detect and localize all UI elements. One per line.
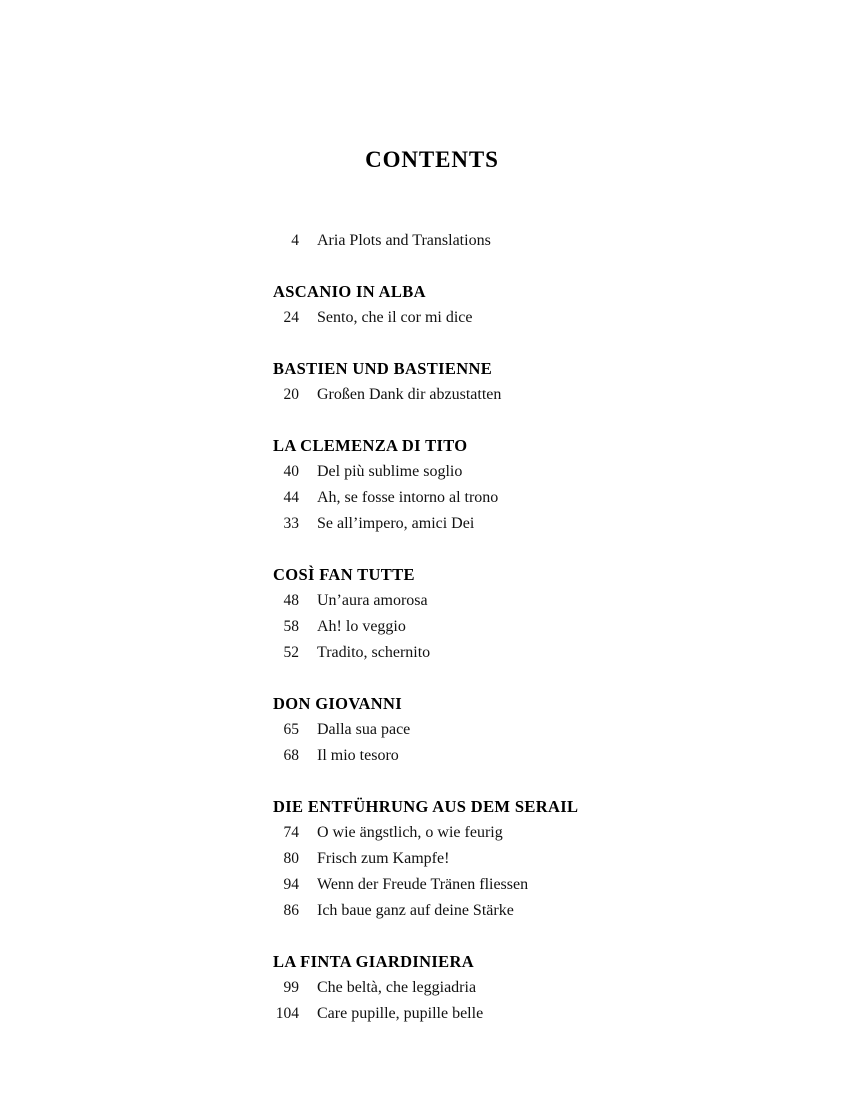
toc-entry-page-number: 48 bbox=[283, 592, 299, 609]
toc-entry-page-number: 99 bbox=[283, 979, 299, 996]
page-title: CONTENTS bbox=[365, 147, 499, 172]
toc-entry-page-number: 40 bbox=[283, 463, 299, 480]
toc-entry-title: Ich baue ganz auf deine Stärke bbox=[317, 902, 514, 919]
toc-entry[interactable] bbox=[0, 485, 864, 511]
toc-entry[interactable] bbox=[0, 898, 864, 924]
toc-entry-page-number: 74 bbox=[283, 824, 299, 841]
toc-entry-title: Un’aura amorosa bbox=[317, 592, 428, 609]
toc-entry[interactable] bbox=[0, 588, 864, 614]
toc-entry-page-number: 4 bbox=[291, 232, 299, 249]
table-of-contents bbox=[0, 228, 864, 1027]
toc-entry-page-number: 44 bbox=[283, 489, 299, 506]
toc-entry-page-number: 58 bbox=[283, 618, 299, 635]
toc-entry-title: Il mio tesoro bbox=[317, 747, 399, 764]
toc-group-heading: LA FINTA GIARDINIERA bbox=[273, 952, 475, 971]
toc-group bbox=[0, 228, 864, 254]
toc-entry-page-number: 94 bbox=[283, 876, 299, 893]
toc-entry-title: Se all’impero, amici Dei bbox=[317, 515, 475, 532]
toc-entry-title: Aria Plots and Translations bbox=[317, 232, 491, 249]
toc-entry-page-number: 104 bbox=[275, 1005, 299, 1022]
toc-entry[interactable] bbox=[0, 640, 864, 666]
toc-group-heading: DIE ENTFÜHRUNG AUS DEM SERAIL bbox=[273, 797, 579, 816]
toc-entry[interactable] bbox=[0, 614, 864, 640]
toc-entry[interactable] bbox=[0, 1001, 864, 1027]
toc-entry[interactable] bbox=[0, 228, 864, 254]
toc-entry-title: Wenn der Freude Tränen fliessen bbox=[317, 876, 529, 893]
toc-entry[interactable] bbox=[0, 975, 864, 1001]
toc-entry-title: Frisch zum Kampfe! bbox=[317, 850, 450, 867]
toc-entry[interactable] bbox=[0, 459, 864, 485]
toc-group bbox=[0, 356, 864, 408]
toc-entry[interactable] bbox=[0, 872, 864, 898]
toc-entry-title: Großen Dank dir abzustatten bbox=[317, 386, 502, 403]
toc-entry-page-number: 24 bbox=[283, 309, 299, 326]
toc-group bbox=[0, 794, 864, 924]
toc-group-heading: LA CLEMENZA DI TITO bbox=[273, 436, 468, 455]
toc-entry-page-number: 52 bbox=[283, 644, 299, 661]
toc-group bbox=[0, 949, 864, 1027]
toc-entry[interactable] bbox=[0, 511, 864, 537]
toc-group bbox=[0, 279, 864, 331]
toc-entry[interactable] bbox=[0, 743, 864, 769]
toc-group bbox=[0, 433, 864, 537]
toc-group-heading: COSÌ FAN TUTTE bbox=[273, 565, 415, 584]
toc-entry-title: Care pupille, pupille belle bbox=[317, 1005, 484, 1022]
toc-entry-title: Ah, se fosse intorno al trono bbox=[317, 489, 499, 506]
toc-group bbox=[0, 691, 864, 769]
toc-entry-page-number: 80 bbox=[283, 850, 299, 867]
toc-entry[interactable] bbox=[0, 717, 864, 743]
toc-entry[interactable] bbox=[0, 305, 864, 331]
toc-entry-page-number: 33 bbox=[283, 515, 299, 532]
toc-entry-title: Del più sublime soglio bbox=[317, 463, 463, 480]
toc-entry-title: O wie ängstlich, o wie feurig bbox=[317, 824, 503, 841]
toc-entry-title: Sento, che il cor mi dice bbox=[317, 309, 473, 326]
toc-entry-title: Che beltà, che leggiadria bbox=[317, 979, 477, 996]
toc-group-heading: DON GIOVANNI bbox=[273, 694, 403, 713]
toc-entry-page-number: 20 bbox=[283, 386, 299, 403]
toc-entry-page-number: 86 bbox=[283, 902, 299, 919]
toc-entry[interactable] bbox=[0, 382, 864, 408]
toc-entry[interactable] bbox=[0, 820, 864, 846]
toc-entry[interactable] bbox=[0, 846, 864, 872]
toc-entry-title: Dalla sua pace bbox=[317, 721, 411, 738]
toc-group bbox=[0, 562, 864, 666]
toc-group-heading: BASTIEN UND BASTIENNE bbox=[273, 359, 493, 378]
toc-entry-page-number: 65 bbox=[283, 721, 299, 738]
toc-entry-page-number: 68 bbox=[283, 747, 299, 764]
toc-group-heading: ASCANIO IN ALBA bbox=[273, 282, 426, 301]
toc-entry-title: Ah! lo veggio bbox=[317, 618, 406, 635]
toc-entry-title: Tradito, schernito bbox=[317, 644, 431, 661]
